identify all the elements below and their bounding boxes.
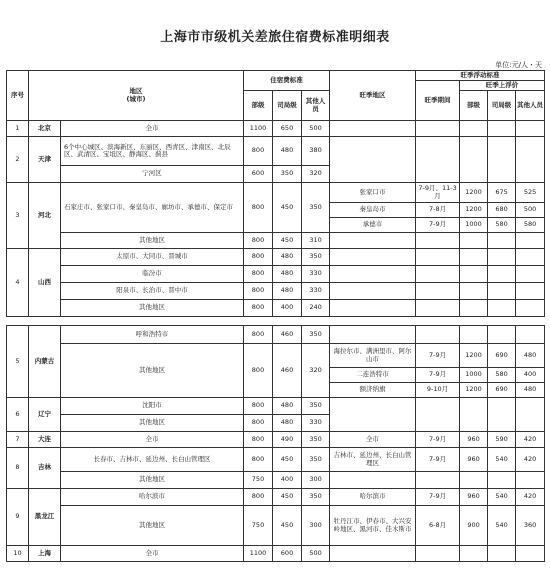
peak-period-cell (416, 283, 460, 300)
peak-other-cell: 420 (516, 448, 545, 472)
seq-cell: 8 (7, 448, 29, 489)
rate-other-cell: 330 (302, 415, 330, 432)
peak-bu-cell: 960 (460, 432, 488, 448)
rate-ju-cell: 480 (273, 249, 302, 266)
peak-region-cell (330, 121, 416, 137)
peak-bu-cell: 1200 (460, 203, 488, 218)
peak-ju-cell: 690 (488, 344, 516, 368)
rate-ju-cell: 460 (273, 344, 302, 398)
rate-other-cell: 350 (302, 249, 330, 266)
rate-other-cell: 350 (302, 489, 330, 506)
rate-bu-cell: 800 (244, 344, 273, 398)
peak-region-cell: 张家口市 (330, 183, 416, 203)
peak-bu-cell (460, 137, 488, 183)
peak-bu-cell (460, 472, 488, 489)
rate-ju-cell: 350 (273, 166, 302, 183)
peak-other-cell (516, 398, 545, 432)
peak-region-cell: 哈尔滨市 (330, 489, 416, 506)
rate-ju-cell: 450 (273, 233, 302, 249)
rate-other-cell: 320 (302, 344, 330, 398)
peak-bu-cell: 1200 (460, 344, 488, 368)
table-row (7, 183, 545, 203)
seq-cell: 9 (7, 489, 29, 546)
seq-cell: 3 (7, 183, 29, 249)
peak-ju-cell (488, 326, 516, 344)
rate-ju-cell: 450 (273, 448, 302, 472)
peak-bu-cell: 1200 (460, 383, 488, 398)
unit-note: 单位:元/人・天 (495, 61, 542, 69)
seq-cell: 6 (7, 398, 29, 432)
rate-ju-cell: 400 (273, 472, 302, 489)
peak-period-cell (416, 249, 460, 266)
peak-other-cell (516, 283, 545, 300)
header-peak-cap: 旺季上浮价 (460, 81, 545, 91)
rate-other-cell: 320 (302, 166, 330, 183)
table-row (7, 283, 545, 300)
city-cell: 太原市、大同市、晋城市 (61, 249, 244, 266)
rate-bu-cell: 800 (244, 266, 273, 283)
province-cell: 河北 (29, 183, 61, 249)
table-row (7, 266, 545, 283)
rate-bu-cell: 800 (244, 233, 273, 249)
rate-other-cell: 350 (302, 398, 330, 415)
province-cell: 山西 (29, 249, 61, 317)
table-row (7, 506, 545, 546)
peak-other-cell (516, 249, 545, 266)
peak-bu-cell (460, 326, 488, 344)
peak-ju-cell: 580 (488, 368, 516, 383)
table-row (7, 398, 545, 415)
city-cell: 呼和浩特市 (61, 326, 244, 344)
rate-other-cell: 350 (302, 432, 330, 448)
peak-ju-cell (488, 137, 516, 183)
city-cell: 阳泉市、长治市、晋中市 (61, 283, 244, 300)
rate-bu-cell: 800 (244, 249, 273, 266)
province-cell: 辽宁 (29, 398, 61, 432)
peak-ju-cell (488, 546, 516, 562)
peak-bu-cell (460, 546, 488, 562)
peak-ju-cell (488, 233, 516, 249)
city-cell: 沈阳市 (61, 398, 244, 415)
peak-ju-cell: 590 (488, 432, 516, 448)
header-rank-bu: 部级 (244, 91, 273, 121)
rate-other-cell: 350 (302, 448, 330, 472)
peak-other-cell (516, 326, 545, 344)
rate-ju-cell: 450 (273, 489, 302, 506)
peak-ju-cell (488, 249, 516, 266)
header-seq: 序号 (7, 71, 29, 121)
peak-region-cell (330, 546, 416, 562)
peak-other-cell (516, 266, 545, 283)
peak-period-cell (416, 398, 460, 432)
peak-other-cell: 400 (516, 368, 545, 383)
peak-period-cell (416, 472, 460, 489)
peak-ju-cell: 540 (488, 448, 516, 472)
peak-region-cell (330, 326, 416, 344)
rate-other-cell: 350 (302, 326, 330, 344)
peak-other-cell: 420 (516, 489, 545, 506)
city-cell: 全市 (61, 432, 244, 448)
peak-region-cell (330, 233, 416, 249)
rate-ju-cell: 450 (273, 506, 302, 546)
rate-other-cell: 330 (302, 283, 330, 300)
city-cell: 6个中心城区、滨海新区、东丽区、西青区、津南区、北辰区、武清区、宝坻区、静海区、蓟县 (61, 137, 244, 166)
table-row (7, 326, 545, 344)
peak-region-cell (330, 266, 416, 283)
city-cell: 全市 (61, 546, 244, 562)
rate-other-cell: 500 (302, 121, 330, 137)
peak-other-cell: 420 (516, 432, 545, 448)
province-cell: 吉林 (29, 448, 61, 489)
peak-ju-cell: 680 (488, 203, 516, 218)
peak-bu-cell (460, 249, 488, 266)
rate-ju-cell: 460 (273, 326, 302, 344)
table-row (7, 344, 545, 368)
rate-bu-cell: 750 (244, 472, 273, 489)
peak-ju-cell: 675 (488, 183, 516, 203)
peak-period-cell (416, 300, 460, 317)
peak-period-cell: 7-8月 (416, 203, 460, 218)
peak-region-cell: 全市 (330, 432, 416, 448)
peak-period-cell: 7-9月 (416, 368, 460, 383)
peak-other-cell (516, 121, 545, 137)
lodging-standard-table (6, 70, 545, 562)
rate-ju-cell: 400 (273, 300, 302, 317)
peak-region-cell: 牡丹江市、伊春市、大兴安岭地区、黑河市、佳木斯市 (330, 506, 416, 546)
header-region: 地区 (城市) (29, 71, 244, 121)
peak-ju-cell: 580 (488, 218, 516, 233)
peak-region-cell (330, 137, 416, 183)
peak-period-cell: 9-10月 (416, 383, 460, 398)
rate-bu-cell: 800 (244, 300, 273, 317)
rate-bu-cell: 750 (244, 506, 273, 546)
seq-cell: 5 (7, 326, 29, 398)
table-row (7, 448, 545, 472)
province-cell: 黑龙江 (29, 489, 61, 546)
province-cell: 北京 (29, 121, 61, 137)
peak-region-cell (330, 398, 416, 432)
seq-cell: 1 (7, 121, 29, 137)
peak-region-cell: 额济纳旗 (330, 383, 416, 398)
rate-bu-cell: 800 (244, 448, 273, 472)
rate-ju-cell: 600 (273, 546, 302, 562)
header-peak-bu: 部级 (460, 91, 488, 121)
table-row (7, 300, 545, 317)
peak-bu-cell: 960 (460, 448, 488, 472)
city-cell: 宁河区 (61, 166, 244, 183)
rate-ju-cell: 480 (273, 415, 302, 432)
peak-bu-cell (460, 121, 488, 137)
peak-period-cell: 7-9月 (416, 448, 460, 472)
peak-period-cell: 7-9月 (416, 432, 460, 448)
peak-bu-cell (460, 283, 488, 300)
peak-region-cell (330, 472, 416, 489)
peak-region-cell: 二连浩特市 (330, 368, 416, 383)
header-rank-other: 其他人员 (302, 91, 330, 121)
rate-ju-cell: 480 (273, 398, 302, 415)
city-cell: 其他地区 (61, 233, 244, 249)
header-peak-other: 其他人员 (516, 91, 545, 121)
province-cell: 上海 (29, 546, 61, 562)
rate-ju-cell: 450 (273, 183, 302, 233)
peak-region-cell (330, 300, 416, 317)
peak-region-cell: 秦皇岛市 (330, 203, 416, 218)
peak-region-cell: 承德市 (330, 218, 416, 233)
city-cell: 其他地区 (61, 506, 244, 546)
city-cell: 哈尔滨市 (61, 489, 244, 506)
peak-bu-cell (460, 233, 488, 249)
rate-other-cell: 240 (302, 300, 330, 317)
peak-period-cell: 7-9月 (416, 489, 460, 506)
peak-other-cell (516, 546, 545, 562)
rate-other-cell: 330 (302, 266, 330, 283)
province-cell: 大连 (29, 432, 61, 448)
seq-cell: 4 (7, 249, 29, 317)
province-cell: 天津 (29, 137, 61, 183)
peak-ju-cell: 540 (488, 489, 516, 506)
peak-region-cell (330, 249, 416, 266)
peak-ju-cell (488, 300, 516, 317)
peak-other-cell: 525 (516, 183, 545, 203)
header-peak-region: 旺季地区 (330, 71, 416, 121)
peak-period-cell (416, 546, 460, 562)
rate-bu-cell: 800 (244, 283, 273, 300)
rate-other-cell: 500 (302, 546, 330, 562)
peak-period-cell (416, 326, 460, 344)
header-rank-ju: 司局级 (273, 91, 302, 121)
rate-bu-cell: 800 (244, 398, 273, 415)
rate-bu-cell: 800 (244, 183, 273, 233)
peak-other-cell: 580 (516, 218, 545, 233)
peak-other-cell (516, 233, 545, 249)
rate-bu-cell: 600 (244, 166, 273, 183)
peak-ju-cell (488, 472, 516, 489)
peak-bu-cell (460, 300, 488, 317)
peak-bu-cell: 1000 (460, 218, 488, 233)
table-row (7, 546, 545, 562)
peak-period-cell: 6-8月 (416, 506, 460, 546)
table-row (7, 472, 545, 489)
peak-bu-cell (460, 266, 488, 283)
peak-period-cell (416, 233, 460, 249)
peak-region-cell (330, 283, 416, 300)
rate-bu-cell: 1100 (244, 546, 273, 562)
peak-ju-cell: 690 (488, 383, 516, 398)
peak-bu-cell: 1000 (460, 368, 488, 383)
city-cell: 石家庄市、张家口市、秦皇岛市、廊坊市、承德市、保定市 (61, 183, 244, 233)
peak-other-cell: 480 (516, 383, 545, 398)
peak-other-cell: 360 (516, 506, 545, 546)
peak-period-cell: 7-9月 (416, 344, 460, 368)
rate-bu-cell: 800 (244, 326, 273, 344)
peak-ju-cell (488, 398, 516, 432)
city-cell: 长春市、吉林市、延边州、长白山管理区 (61, 448, 244, 472)
city-cell: 全市 (61, 121, 244, 137)
page-title: 上海市市级机关差旅住宿费标准明细表 (160, 30, 390, 45)
rate-other-cell: 310 (302, 233, 330, 249)
header-peak-ju: 司局级 (488, 91, 516, 121)
header-peak-float: 旺季浮动标准 (416, 71, 545, 81)
peak-ju-cell (488, 266, 516, 283)
peak-region-cell: 吉林市、延边州、长白山管理区 (330, 448, 416, 472)
rate-bu-cell: 800 (244, 432, 273, 448)
rate-ju-cell: 480 (273, 283, 302, 300)
city-cell: 其他地区 (61, 344, 244, 398)
peak-period-cell (416, 137, 460, 183)
rate-ju-cell: 480 (273, 137, 302, 166)
table-row (7, 121, 545, 137)
peak-other-cell (516, 300, 545, 317)
rate-other-cell: 300 (302, 506, 330, 546)
rate-bu-cell: 800 (244, 489, 273, 506)
seq-cell: 7 (7, 432, 29, 448)
seq-cell: 2 (7, 137, 29, 183)
peak-region-cell: 海拉尔市、满洲里市、阿尔山市 (330, 344, 416, 368)
peak-other-cell: 480 (516, 344, 545, 368)
peak-period-cell: 7-9月 (416, 218, 460, 233)
province-cell: 内蒙古 (29, 326, 61, 398)
peak-other-cell: 500 (516, 203, 545, 218)
city-cell: 其他地区 (61, 472, 244, 489)
city-cell: 其他地区 (61, 300, 244, 317)
table-row (7, 249, 545, 266)
rate-bu-cell: 1100 (244, 121, 273, 137)
rate-ju-cell: 490 (273, 432, 302, 448)
peak-bu-cell: 1200 (460, 183, 488, 203)
peak-period-cell (416, 266, 460, 283)
rate-ju-cell: 480 (273, 266, 302, 283)
peak-bu-cell: 900 (460, 506, 488, 546)
city-cell: 临汾市 (61, 266, 244, 283)
peak-bu-cell (460, 398, 488, 432)
rate-other-cell: 300 (302, 472, 330, 489)
peak-bu-cell: 960 (460, 489, 488, 506)
peak-period-cell: 7-9月、11-3月 (416, 183, 460, 203)
peak-other-cell (516, 137, 545, 183)
peak-other-cell (516, 472, 545, 489)
table-row (7, 489, 545, 506)
rate-other-cell: 380 (302, 137, 330, 166)
table-row (7, 233, 545, 249)
seq-cell: 10 (7, 546, 29, 562)
header-peak-period: 旺季期间 (416, 81, 460, 121)
table-row (7, 432, 545, 448)
peak-ju-cell (488, 121, 516, 137)
table-row (7, 137, 545, 166)
rate-bu-cell: 800 (244, 415, 273, 432)
section-gap (7, 317, 545, 326)
rate-ju-cell: 650 (273, 121, 302, 137)
header-lodging-standard: 住宿费标准 (244, 71, 330, 91)
peak-ju-cell (488, 283, 516, 300)
rate-other-cell: 350 (302, 183, 330, 233)
city-cell: 其他地区 (61, 415, 244, 432)
peak-period-cell (416, 121, 460, 137)
peak-ju-cell: 540 (488, 506, 516, 546)
rate-bu-cell: 800 (244, 137, 273, 166)
